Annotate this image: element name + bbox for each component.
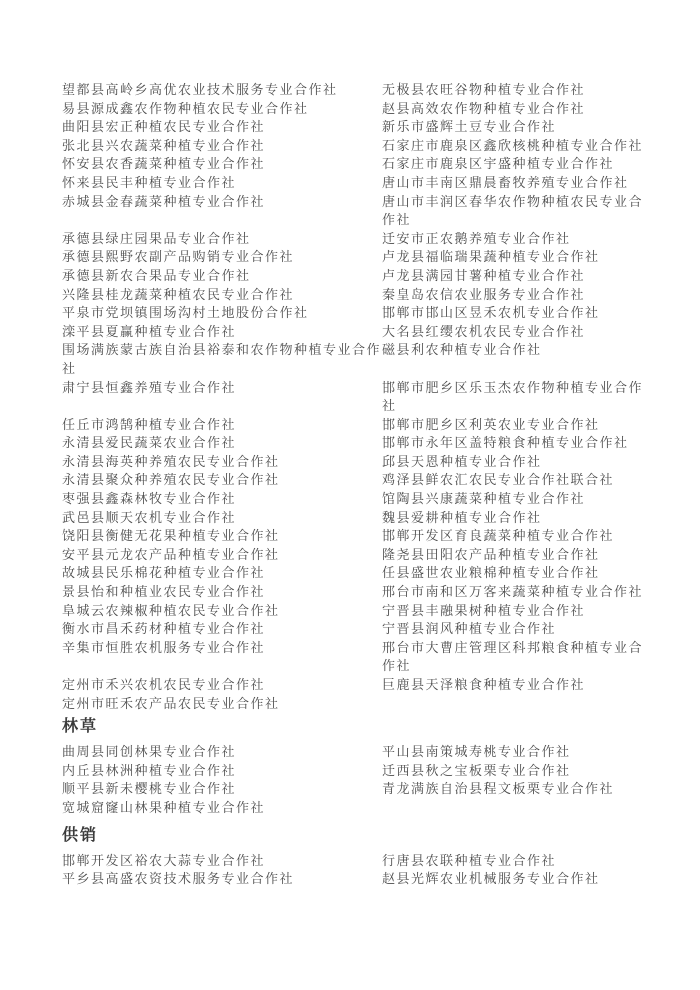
cooperative-row	[62, 379, 700, 416]
cooperative-name-left: 安平县元龙农产品种植专业合作社	[62, 546, 280, 562]
cooperative-name-left: 兴隆县桂龙蔬菜种植农民专业合作社	[62, 286, 295, 302]
cooperative-name-left: 曲阳县宏正种植农民专业合作社	[62, 119, 266, 135]
cooperative-row	[62, 453, 700, 472]
cooperative-row	[62, 676, 700, 695]
cooperative-name-left: 赤城县金春蔬菜种植专业合作社	[62, 193, 266, 209]
cooperative-row	[62, 155, 700, 174]
cooperative-name-right: 石家庄市鹿泉区宇盛种植专业合作社	[382, 156, 615, 172]
cooperative-row	[62, 286, 700, 305]
cooperative-name-left: 望都县高岭乡高优农业技术服务专业合作社	[62, 82, 338, 97]
cooperative-name-right: 魏县爱耕种植专业合作社	[382, 509, 542, 525]
cooperative-row	[62, 743, 700, 762]
cooperative-row	[62, 248, 700, 267]
cooperative-row	[62, 416, 700, 435]
cooperative-name-right: 邯郸市永年区盖特粮食种植专业合作社	[382, 435, 629, 451]
cooperative-name-left: 阜城云农辣椒种植农民专业合作社	[62, 602, 280, 618]
cooperative-row	[62, 137, 700, 156]
cooperative-name-right: 邢台市南和区万客来蔬菜种植专业合作社	[382, 584, 644, 600]
cooperative-list	[62, 81, 700, 889]
cooperative-name-right: 唐山市丰润区春华农作物种植农民专业合作社	[382, 193, 644, 228]
cooperative-name-left: 曲周县同创林果专业合作社	[62, 744, 237, 760]
cooperative-name-right: 赵县高效农作物种植专业合作社	[382, 100, 586, 116]
cooperative-name-left: 张北县兴农蔬菜种植专业合作社	[62, 137, 266, 153]
cooperative-row	[62, 323, 700, 342]
cooperative-name-left: 定州市旺禾农产品农民专业合作社	[62, 695, 280, 711]
cooperative-name-right	[382, 695, 650, 714]
cooperative-row	[62, 546, 700, 565]
cooperative-name-right: 任县盛世农业粮棉种植专业合作社	[382, 565, 600, 581]
cooperative-name-left: 枣强县鑫森林牧专业合作社	[62, 491, 237, 507]
cooperative-row	[62, 602, 700, 621]
cooperative-name-right	[382, 799, 650, 818]
cooperative-name-right: 宁晋县丰融果树种植专业合作社	[382, 602, 586, 618]
cooperative-name-left: 永清县聚众种养殖农民专业合作社	[62, 472, 280, 488]
cooperative-row	[62, 762, 700, 781]
cooperative-name-left: 故城县民乐棉花种植专业合作社	[62, 565, 266, 581]
cooperative-row	[62, 471, 700, 490]
cooperative-name-left: 怀来县民丰种植专业合作社	[62, 174, 237, 190]
cooperative-name-left: 永清县海英种养殖农民专业合作社	[62, 453, 280, 469]
cooperative-row	[62, 620, 700, 639]
cooperative-name-left: 肃宁县恒鑫养殖专业合作社	[62, 379, 237, 395]
cooperative-name-left: 滦平县夏赢种植专业合作社	[62, 323, 237, 339]
section-heading: 供销	[62, 826, 99, 844]
cooperative-name-left: 平泉市党坝镇围场沟村土地股份合作社	[62, 305, 309, 321]
cooperative-name-left: 内丘县林洲种植专业合作社	[62, 762, 237, 778]
cooperative-row	[62, 174, 700, 193]
cooperative-name-left: 邯郸开发区裕农大蒜专业合作社	[62, 852, 266, 868]
cooperative-name-left: 永清县爱民蔬菜农业合作社	[62, 435, 237, 451]
cooperative-name-right: 卢龙县福临瑞果蔬种植专业合作社	[382, 249, 600, 265]
cooperative-row	[62, 341, 700, 378]
cooperative-name-right: 隆尧县田阳农产品种植专业合作社	[382, 546, 600, 562]
cooperative-row	[62, 81, 700, 100]
cooperative-name-left: 宽城窟窿山林果种植专业合作社	[62, 799, 266, 815]
cooperative-name-right: 唐山市丰南区鼎晨畜牧养殖专业合作社	[382, 174, 629, 190]
cooperative-row	[62, 799, 700, 818]
cooperative-name-right: 秦皇岛农信农业服务专业合作社	[382, 286, 586, 302]
cooperative-row	[62, 434, 700, 453]
cooperative-name-right: 邱县天恩种植专业合作社	[382, 453, 542, 469]
cooperative-name-right: 邯郸市邯山区昱禾农机专业合作社	[382, 305, 600, 321]
cooperative-row	[62, 100, 700, 119]
cooperative-name-left: 平乡县高盛农资技术服务专业合作社	[62, 871, 295, 887]
cooperative-name-left: 易县源成鑫农作物种植农民专业合作社	[62, 100, 309, 116]
cooperative-name-right: 无极县农旺谷物种植专业合作社	[382, 82, 586, 97]
section-heading: 林草	[62, 718, 99, 736]
cooperative-row	[62, 852, 700, 871]
cooperative-name-left: 景县怡和种植业农民专业合作社	[62, 584, 266, 600]
cooperative-name-right: 石家庄市鹿泉区鑫欣核桃种植专业合作社	[382, 137, 644, 153]
cooperative-name-right: 迁安市正农鹅养殖专业合作社	[382, 230, 571, 246]
cooperative-name-left: 辛集市恒胜农机服务专业合作社	[62, 639, 266, 655]
cooperative-row	[62, 193, 700, 230]
cooperative-name-right: 卢龙县满园甘薯种植专业合作社	[382, 267, 586, 283]
cooperative-row	[62, 695, 700, 714]
cooperative-name-left: 定州市禾兴农机农民专业合作社	[62, 677, 266, 692]
cooperative-name-right: 平山县南策城寿桃专业合作社	[382, 744, 571, 760]
cooperative-row	[62, 583, 700, 602]
cooperative-row	[62, 639, 700, 676]
cooperative-name-right: 宁晋县润风种植专业合作社	[382, 621, 557, 637]
cooperative-name-left: 围场满族蒙古族自治县裕泰和农作物种植专业合作社	[62, 342, 382, 376]
cooperative-name-right: 巨鹿县天泽粮食种植专业合作社	[382, 677, 586, 692]
cooperative-row	[62, 304, 700, 323]
cooperative-name-right: 迁西县秋之宝板栗专业合作社	[382, 762, 571, 778]
cooperative-name-right: 青龙满族自治县程文板栗专业合作社	[382, 781, 615, 797]
cooperative-name-left: 顺平县新未樱桃专业合作社	[62, 781, 237, 797]
cooperative-row	[62, 230, 700, 249]
cooperative-name-left: 衡水市昌禾药材种植专业合作社	[62, 621, 266, 637]
cooperative-row	[62, 870, 700, 889]
cooperative-row	[62, 267, 700, 286]
cooperative-name-left: 任丘市鸿鹄种植专业合作社	[62, 416, 237, 432]
cooperative-name-right: 邢台市大曹庄管理区科邦粮食种植专业合作社	[382, 639, 644, 674]
cooperative-name-right: 磁县利农种植专业合作社	[382, 342, 542, 358]
cooperative-name-right: 鸡泽县鲜农汇农民专业合作社联合社	[382, 472, 615, 488]
cooperative-name-right: 馆陶县兴康蔬菜种植专业合作社	[382, 491, 586, 507]
cooperative-name-left: 饶阳县衡健无花果种植专业合作社	[62, 528, 280, 544]
cooperative-name-right: 邯郸市肥乡区利英农业专业合作社	[382, 416, 600, 432]
cooperative-row	[62, 509, 700, 528]
cooperative-name-right: 大名县红缨农机农民专业合作社	[382, 323, 586, 339]
cooperative-name-right: 新乐市盛辉土豆专业合作社	[382, 119, 557, 135]
cooperative-name-right: 邯郸开发区育良蔬菜种植专业合作社	[382, 528, 615, 544]
cooperative-name-right: 赵县光辉农业机械服务专业合作社	[382, 871, 600, 887]
cooperative-name-left: 承德县熙野农副产品购销专业合作社	[62, 249, 295, 265]
cooperative-name-left: 承德县新农合果品专业合作社	[62, 267, 251, 283]
cooperative-name-right: 邯郸市肥乡区乐玉杰农作物种植专业合作社	[382, 379, 644, 414]
cooperative-name-right: 行唐县农联种植专业合作社	[382, 852, 557, 868]
cooperative-name-left: 承德县绿庄园果品专业合作社	[62, 230, 251, 246]
cooperative-row	[62, 490, 700, 509]
cooperative-name-left: 武邑县顺天农机专业合作社	[62, 509, 237, 525]
cooperative-row	[62, 527, 700, 546]
cooperative-row	[62, 118, 700, 137]
cooperative-row	[62, 564, 700, 583]
cooperative-row	[62, 780, 700, 799]
cooperative-name-left: 怀安县农香蔬菜种植专业合作社	[62, 156, 266, 172]
